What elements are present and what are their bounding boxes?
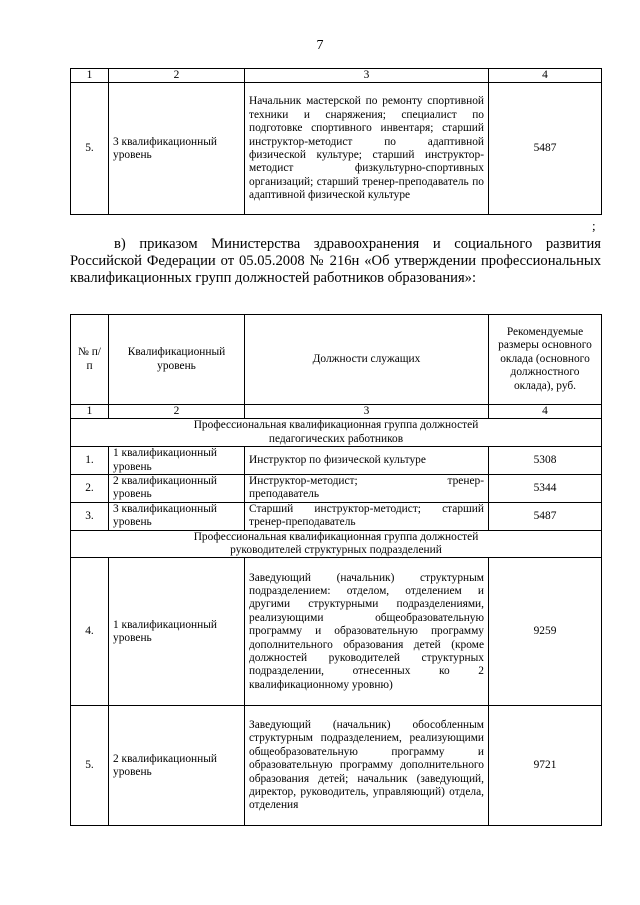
row-number: 2. [71, 475, 109, 503]
row-number: 4. [71, 558, 109, 706]
row-number: 3. [71, 502, 109, 530]
header-number-4: 4 [489, 69, 602, 83]
group-row [71, 530, 602, 558]
group-row [71, 419, 602, 447]
qualification-table [70, 314, 602, 826]
table-header-numbers-row [71, 405, 602, 419]
table-continuation [70, 68, 602, 215]
table-header-row [71, 315, 602, 405]
qualification-level: 1 квалификационный уровень [109, 447, 245, 475]
qualification-level: 3 квалификационный уровень [109, 502, 245, 530]
table-row [71, 502, 602, 530]
positions-cell: Инструктор по физической культуре [245, 447, 489, 475]
qualification-level: 2 квалификационный уровень [109, 706, 245, 826]
salary-cell: 5487 [489, 83, 602, 215]
header-positions: Должности служащих [245, 315, 489, 405]
page-number: 7 [316, 38, 324, 53]
header-num: № п/п [71, 315, 109, 405]
positions-cell: Старший инструктор-методист; старший тренер-преподаватель [245, 502, 489, 530]
salary-cell: 9721 [489, 706, 602, 826]
header-number-4: 4 [489, 405, 602, 419]
positions-cell: Начальник мастерской по ремонту спортивной техники и снаряжения; специалист по подготовке спортивного инвентаря; старший инструктор-методист по адаптивной физической культуре; старший инструктор-методист физкультурно-спортивных организаций; старший тренер-преподаватель по адаптивной физической культуре [245, 83, 489, 215]
header-number-1: 1 [71, 405, 109, 419]
qualification-level: 3 квалификационный уровень [109, 83, 245, 215]
row-number: 5. [71, 706, 109, 826]
trailing-semicolon: ; [592, 218, 596, 233]
row-number: 5. [71, 83, 109, 215]
qualification-level: 1 квалификационный уровень [109, 558, 245, 706]
table-header-numbers-row [71, 69, 602, 83]
salary-cell: 5344 [489, 475, 602, 503]
header-number-3: 3 [245, 405, 489, 419]
order-paragraph: в) приказом Министерства здравоохранения и социального развития Российской Федерации от 05.05.2008 № 216н «Об утверждении профессиональных квалификационных групп должностей работников образования»: [70, 236, 601, 287]
header-number-2: 2 [109, 405, 245, 419]
header-number-2: 2 [109, 69, 245, 83]
row-number: 1. [71, 447, 109, 475]
header-salary: Рекомендуемые размеры основного оклада (основного должностного оклада), руб. [489, 315, 602, 405]
positions-cell: Инструктор-методист; тренер- преподаватель [245, 475, 489, 503]
salary-cell: 9259 [489, 558, 602, 706]
table-row [71, 706, 602, 826]
group-title-managers: Профессиональная квалификационная группа должностей руководителей структурных подразделений [71, 530, 602, 558]
positions-cell: Заведующий (начальник) обособленным структурным подразделением, реализующими общеобразовательную программу и образовательную программу дополнительного образования детей; начальник (заведующий, директор, руководитель, управляющий) отдела, отделения [245, 706, 489, 826]
positions-cell: Заведующий (начальник) структурным подразделением: отделом, отделением и другими структурными подразделениями, реализующими общеобразовательную программу и образовательную программу дополнительного образования детей (кроме должностей руководителей структурных подразделении, отнесенных ко 2 квалификационному уровню) [245, 558, 489, 706]
header-number-3: 3 [245, 69, 489, 83]
salary-cell: 5308 [489, 447, 602, 475]
table-row [71, 83, 602, 215]
header-level: Квалификационный уровень [109, 315, 245, 405]
table-row [71, 475, 602, 503]
header-number-1: 1 [71, 69, 109, 83]
table-row [71, 558, 602, 706]
qualification-level: 2 квалификационный уровень [109, 475, 245, 503]
salary-cell: 5487 [489, 502, 602, 530]
table-row [71, 447, 602, 475]
group-title-pedagogical: Профессиональная квалификационная группа должностей педагогических работников [71, 419, 602, 447]
